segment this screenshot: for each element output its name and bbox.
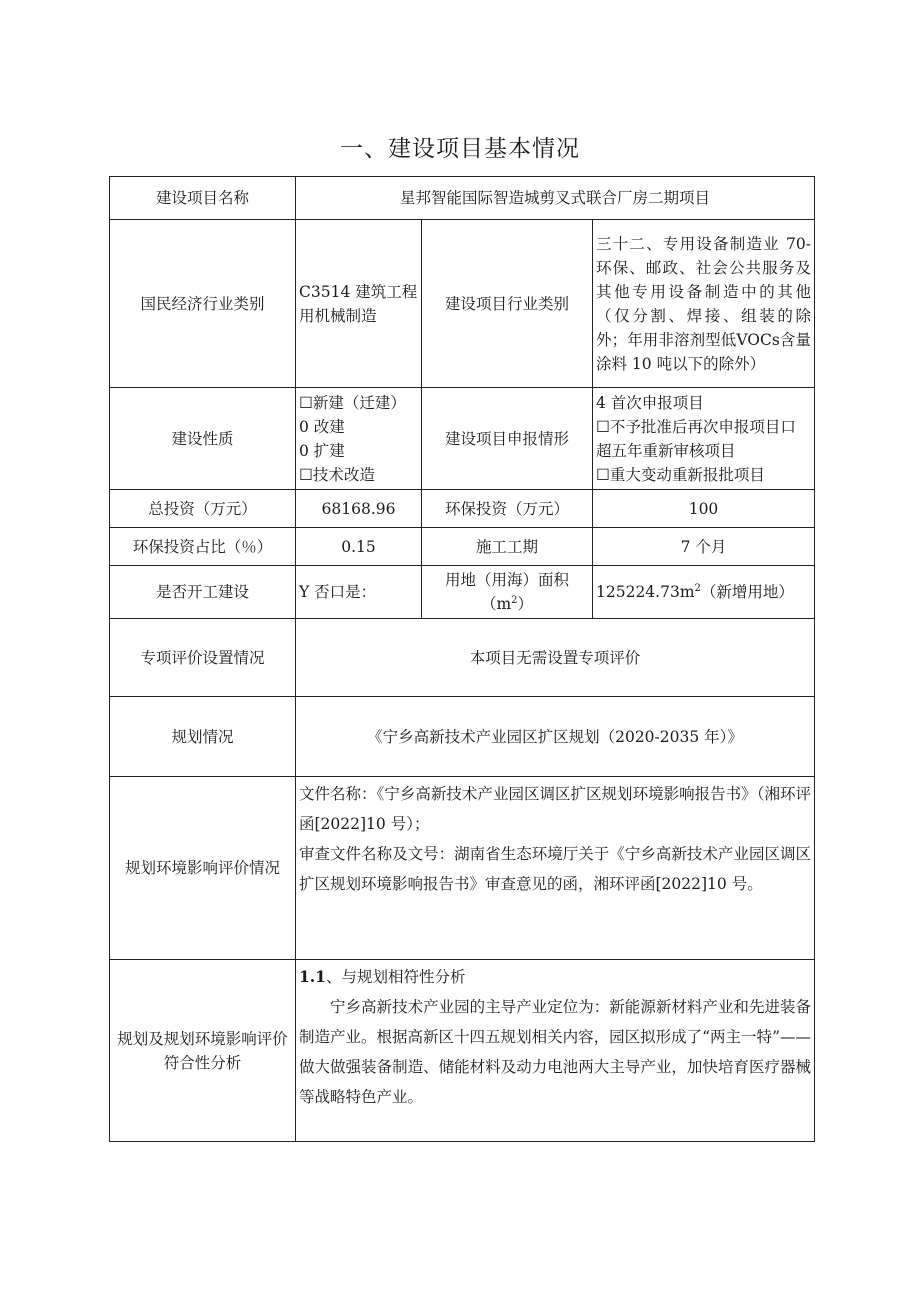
ratio-label: 环保投资占比（％） [110, 528, 296, 566]
row-project-name [110, 177, 815, 220]
row-investment [110, 490, 815, 528]
land-area-label-sup: 2 [511, 594, 518, 606]
industry-label: 国民经济行业类别 [110, 220, 296, 388]
project-name-value: 星邦智能国际智造城剪叉式联合厂房二期项目 [296, 177, 815, 220]
row-special-eval [110, 619, 815, 697]
planning-value: 《宁乡高新技术产业园区扩区规划（2020-2035 年）》 [296, 697, 815, 777]
project-name-label: 建设项目名称 [110, 177, 296, 220]
investment-label: 总投资（万元） [110, 490, 296, 528]
ratio-value: 0.15 [296, 528, 422, 566]
row-planning [110, 697, 815, 777]
declare-options [593, 388, 815, 490]
declare-option-first: 4 首次申报项目 [596, 393, 704, 412]
env-investment-label: 环保投资（万元） [422, 490, 593, 528]
conformity-paragraph: 宁乡高新技术产业园的主导产业定位为：新能源新材料产业和先进装备制造产业。根据高新区十四五规划相关内容，园区拟形成了“两主一特”——做大做强装备制造、储能材料及动力电池两大主导产业，加快培育医疗器械等战略特色产业。 [299, 998, 811, 1106]
conformity-label: 规划及规划环境影响评价符合性分析 [110, 960, 296, 1142]
planning-eia-document: 文件名称：《宁乡高新技术产业园区调区扩区规划环境影响报告书》（湘环评函[2022]10 号）； [299, 785, 811, 833]
row-started [110, 566, 815, 619]
land-area-label-text: 用地（用海）面积（m [444, 571, 569, 613]
planning-eia-label: 规划环境影响评价情况 [110, 777, 296, 960]
land-area-label-end: ） [517, 595, 534, 613]
planning-eia-value [296, 777, 815, 960]
land-area-value-text: 125224.73m [596, 583, 695, 601]
period-label: 施工工期 [422, 528, 593, 566]
section-title: 一、建设项目基本情况 [340, 136, 580, 162]
row-planning-eia [110, 777, 815, 960]
nature-option-new: ☐新建（迁建） [299, 393, 406, 412]
started-value: Y 否口是： [296, 566, 422, 619]
planning-eia-review: 审查文件名称及文号：湖南省生态环境厅关于《宁乡高新技术产业园区调区扩区规划环境影响报告书》审查意见的函，湘环评函[2022]10 号。 [299, 845, 811, 893]
declare-option-major: ☐重大变动重新报批项目 [596, 465, 765, 484]
land-area-value-sup: 2 [694, 582, 701, 594]
row-conformity [110, 960, 815, 1142]
land-area-value [593, 566, 815, 619]
project-info-table [109, 176, 815, 1142]
conformity-value [296, 960, 815, 1142]
declare-option-again: ☐不予批准后再次申报项目口超五年重新审核项目 [596, 417, 796, 460]
conformity-heading-text: 、与规划相符性分析 [325, 968, 466, 986]
industry-value: C3514 建筑工程用机械制造 [296, 220, 422, 388]
row-industry [110, 220, 815, 388]
special-eval-value: 本项目无需设置专项评价 [296, 619, 815, 697]
project-industry-value: 三十二、专用设备制造业 70-环保、邮政、社会公共服务及其他专用设备制造中的其他（仅分割、焊接、组装的除外；年用非溶剂型低VOCs含量涂料 10 吨以下的除外） [593, 220, 815, 388]
land-area-value-end: （新增用地） [700, 583, 794, 601]
env-investment-value: 100 [593, 490, 815, 528]
nature-label: 建设性质 [110, 388, 296, 490]
conformity-heading [299, 962, 811, 992]
project-industry-label: 建设项目行业类别 [422, 220, 593, 388]
conformity-heading-num: 1.1 [299, 967, 326, 986]
row-ratio [110, 528, 815, 566]
nature-option-expand: 0 扩建 [299, 441, 345, 460]
declare-label: 建设项目申报情形 [422, 388, 593, 490]
land-area-label [422, 566, 593, 619]
special-eval-label: 专项评价设置情况 [110, 619, 296, 697]
row-nature [110, 388, 815, 490]
investment-value: 68168.96 [296, 490, 422, 528]
nature-options [296, 388, 422, 490]
nature-option-tech: ☐技术改造 [299, 465, 375, 484]
planning-label: 规划情况 [110, 697, 296, 777]
started-label: 是否开工建设 [110, 566, 296, 619]
period-value: 7 个月 [593, 528, 815, 566]
nature-option-rebuild: 0 改建 [299, 417, 345, 436]
